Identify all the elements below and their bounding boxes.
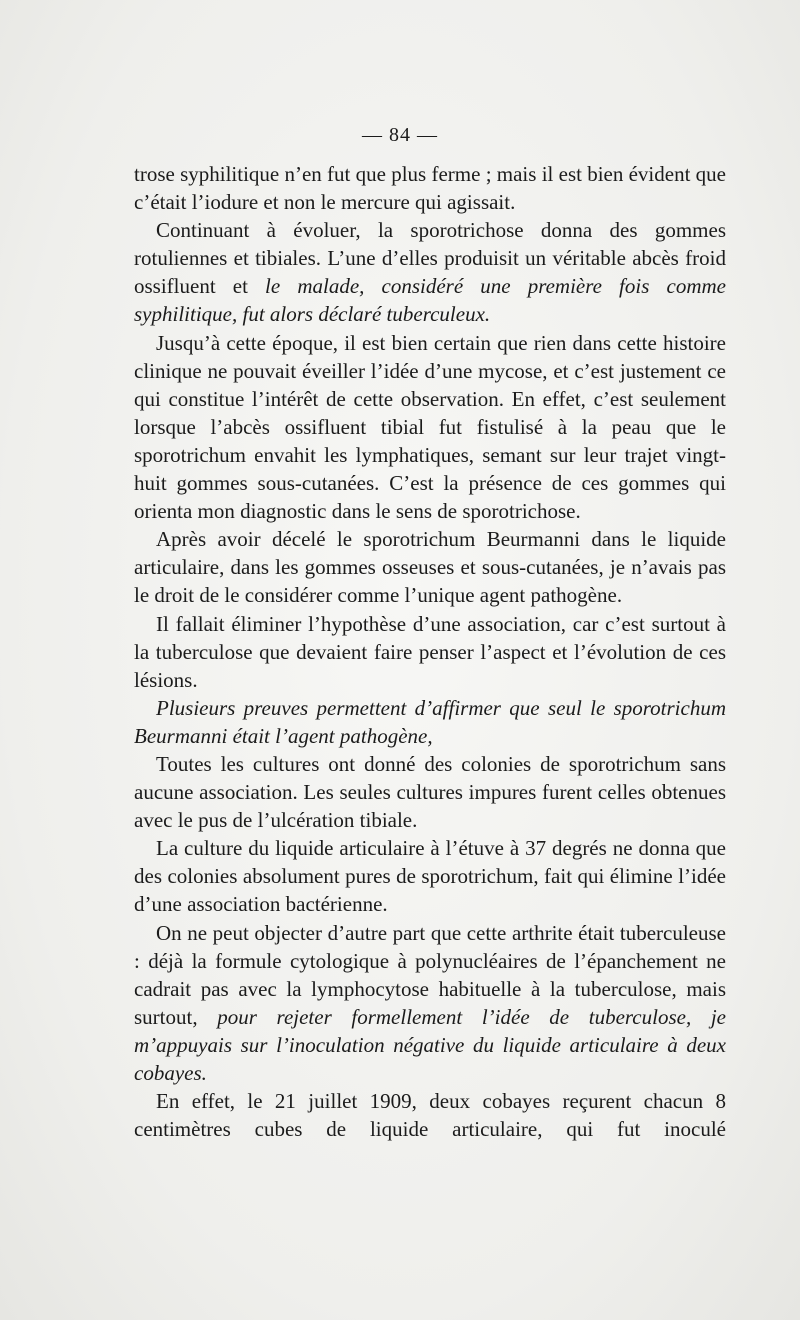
italic-text: pour rejeter formellement l’idée de tuberculose, je m’appuyais sur l’inoculation négative du liquide articulaire à deux cobayes.	[134, 1004, 726, 1085]
text-run: En effet, le 21 juillet 1909, deux cobayes reçurent chacun 8 centimètres cubes de liquide articulaire, qui fut inoculé	[134, 1089, 726, 1142]
page-number: — 84 —	[362, 124, 438, 146]
text-run: Après avoir décelé le sporotrichum Beurmanni dans le liquide articulaire, dans les gommes osseuses et sous-cutanées, je n’avais pas le droit de le considérer comme l’unique agent pathogène.	[134, 527, 726, 608]
text-run: Il fallait éliminer l’hypothèse d’une association, car c’est surtout à la tuberculose que devaient faire penser l’aspect et l’évolution de ces lésions.	[134, 611, 726, 692]
paragraph	[134, 525, 726, 609]
paragraph	[134, 610, 726, 694]
text-run: Jusqu’à cette époque, il est bien certain que rien dans cette histoire clinique ne pouvait éveiller l’idée d’une mycose, et c’est justement ce qui constitue l’intérêt de cette observation. En effet, c’est seulement lorsque l’abcès ossifluent tibial fut fistulisé à la peau que le sporotrichum envahit les lymphatiques, semant sur leur trajet vingt-huit gommes sous-cutanées. C’est la présence de ces gommes qui orienta mon diagnostic dans le sens de sporotrichose.	[134, 330, 726, 524]
text-run: Toutes les cultures ont donné des colonies de sporotrichum sans aucune association. Les seules cultures impures furent celles obtenues avec le pus de l’ulcération tibiale.	[134, 751, 726, 833]
paragraph	[134, 329, 726, 526]
text-run: La culture du liquide articulaire à l’étuve à 37 degrés ne donna que des colonies absolument pures de sporotrichum, fait qui élimine l’idée d’une association bactérienne.	[134, 836, 726, 917]
paragraph	[134, 216, 726, 328]
paragraph	[134, 750, 726, 834]
text-run: On ne peut objecter d’autre part que cette arthrite était tuberculeuse : déjà la formule cytologique à polynucléaires de l’épanchement ne cadrait pas avec la lymphocytose habituelle à la tuberculose, mais surtout,	[134, 920, 726, 1029]
paragraph	[134, 834, 726, 918]
italic-text: Plusieurs preuves permettent d’affirmer que seul le sporotrichum Beurmanni était l’agent pathogène,	[134, 695, 726, 748]
text-run: Continuant à évoluer, la sporotrichose donna des gommes rotuliennes et tibiales. L’une d’elles produisit un véritable abcès froid ossifluent et	[134, 218, 726, 299]
body-text	[134, 160, 726, 1143]
paragraph	[134, 160, 726, 216]
paragraph	[134, 694, 726, 750]
text-run: trose syphilitique n’en fut que plus ferme ; mais il est bien évident que c’était l’iodure et non le mercure qui agissait.	[134, 162, 726, 215]
italic-text: le malade, considéré une première fois comme syphilitique, fut alors déclaré tuberculeux.	[134, 274, 726, 327]
paragraph	[134, 1087, 726, 1143]
paragraph	[134, 919, 726, 1088]
